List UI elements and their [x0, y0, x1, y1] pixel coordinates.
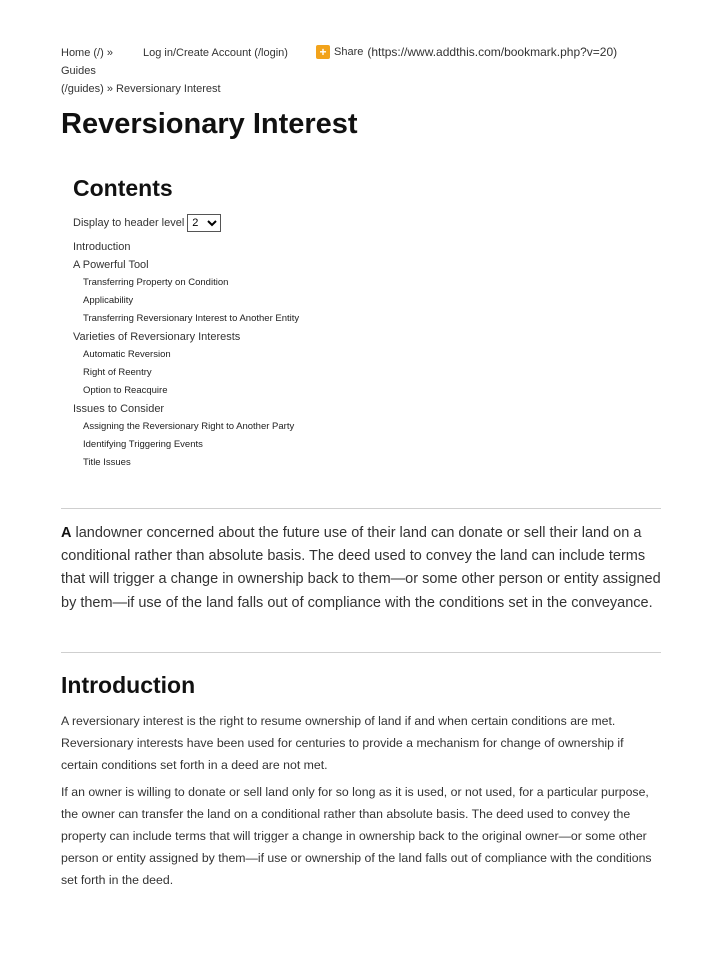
toc-item-assigning-right[interactable]: Assigning the Reversionary Right to Another Party [83, 421, 295, 432]
toc-item-option-to-reacquire[interactable]: Option to Reacquire [83, 385, 168, 396]
divider-bottom [61, 652, 661, 653]
introduction-paragraph-1: A reversionary interest is the right to resume ownership of land if and when certain conditions are met. Reversionary interests have been used for centuries to provide a mechanism for change of ownership if certain conditions set forth in a deed are not met. [61, 714, 624, 772]
toc-heading: Contents [73, 175, 173, 201]
introduction-paragraph-2: If an owner is willing to donate or sell land only for so long as it is used, or not used, for a particular purpose, the owner can transfer the land on a conditional rather than absolute basis. The deed used to convey the property can include terms that will trigger a change in ownership back to the original owner—or some other person or entity assigned by them—if use or ownership of the land falls out of compliance with the conditions set forth in the deed. [61, 785, 652, 887]
breadcrumb-current: (/guides) » Reversionary Interest [61, 83, 221, 95]
toc-item-applicability[interactable]: Applicability [83, 295, 134, 306]
toc-item-triggering-events[interactable]: Identifying Triggering Events [83, 439, 203, 450]
breadcrumb-home-link[interactable]: Home (/) » [61, 47, 113, 59]
toc-item-issues[interactable]: Issues to Consider [73, 403, 165, 415]
toc-item-varieties[interactable]: Varieties of Reversionary Interests [73, 331, 241, 343]
toc-item-a-powerful-tool[interactable]: A Powerful Tool [73, 259, 149, 271]
share-label: Share [334, 46, 364, 58]
login-link[interactable]: Log in/Create Account (/login) [143, 47, 288, 59]
lead-dropcap: A [61, 525, 72, 541]
breadcrumb-guides-link[interactable]: Guides [61, 65, 96, 77]
share-plus-icon: + [316, 45, 330, 59]
toc-item-transferring-property[interactable]: Transferring Property on Condition [83, 277, 229, 288]
toc-level-select[interactable] [187, 214, 221, 232]
toc-level-label: Display to header level [73, 217, 185, 229]
toc-item-introduction[interactable]: Introduction [73, 241, 131, 253]
lead-text: landowner concerned about the future use of their land can donate or sell their land on a conditional rather than absolute basis. The deed used to convey the land can include terms that will trigger a change in ownership back to them—or some other person or entity assigned by them—if use of the land falls out of compliance with the conditions set in the conveyance. [61, 525, 661, 611]
top-navigation [61, 44, 661, 102]
table-of-contents [73, 175, 633, 472]
toc-list [73, 238, 633, 472]
share-link[interactable] [316, 45, 617, 59]
share-url: (https://www.addthis.com/bookmark.php?v=20) [367, 45, 618, 59]
toc-item-transferring-to-entity[interactable]: Transferring Reversionary Interest to Another Entity [83, 313, 300, 324]
divider-top [61, 508, 661, 509]
page-title: Reversionary Interest [61, 108, 358, 140]
toc-item-automatic-reversion[interactable]: Automatic Reversion [83, 349, 171, 360]
toc-item-title-issues[interactable]: Title Issues [83, 457, 131, 468]
toc-level-row [73, 214, 633, 232]
lead-paragraph [61, 522, 661, 615]
toc-item-right-of-reentry[interactable]: Right of Reentry [83, 367, 152, 378]
introduction-heading: Introduction [61, 672, 196, 698]
